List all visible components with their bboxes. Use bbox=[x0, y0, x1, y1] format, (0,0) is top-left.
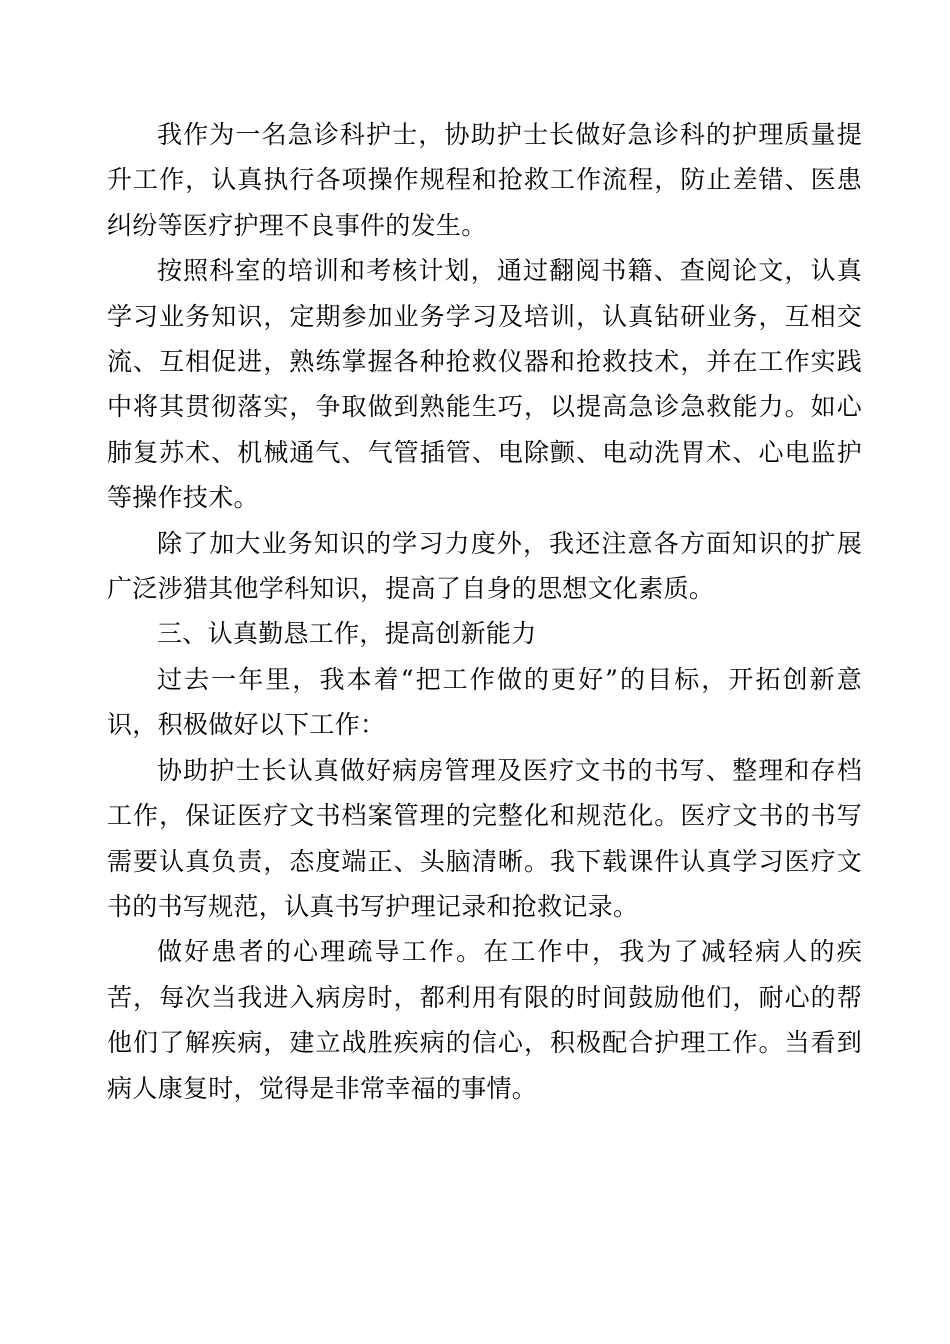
paragraph-psychological-care: 做好患者的心理疏导工作。在工作中，我为了减轻病人的疾苦，每次当我进入病房时，都利用有限的时间鼓励他们，耐心的帮他们了解疾病，建立战胜疾病的信心，积极配合护理工作。当看到病人康复时，觉得是非常幸福的事情。 bbox=[107, 937, 862, 1103]
document-body bbox=[107, 112, 862, 1111]
paragraph-knowledge-expansion: 除了加大业务知识的学习力度外，我还注意各方面知识的扩展广泛涉猎其他学科知识，提高了自身的思想文化素质。 bbox=[107, 528, 862, 604]
paragraph-training-plan: 按照科室的培训和考核计划，通过翻阅书籍、查阅论文，认真学习业务知识，定期参加业务学习及培训，认真钻研业务，互相交流、互相促进，熟练掌握各种抢救仪器和抢救技术，并在工作实践中将其贯彻落实，争取做到熟能生巧，以提高急诊急救能力。如心肺复苏术、机械通气、气管插管、电除颤、电动洗胃术、心电监护等操作技术。 bbox=[107, 256, 862, 513]
paragraph-emergency-nurse-duty: 我作为一名急诊科护士，协助护士长做好急诊科的护理质量提升工作，认真执行各项操作规程和抢救工作流程，防止差错、医患纠纷等医疗护理不良事件的发生。 bbox=[107, 120, 862, 240]
section-heading-diligent-work: 三、认真勤恳工作，提高创新能力 bbox=[157, 619, 537, 649]
paragraph-past-year-goal: 过去一年里，我本着“把工作做的更好”的目标，开拓创新意识，积极做好以下工作： bbox=[107, 664, 862, 740]
paragraph-medical-records: 协助护士长认真做好病房管理及医疗文书的书写、整理和存档工作，保证医疗文书档案管理的完整化和规范化。医疗文书的书写需要认真负责，态度端正、头脑清晰。我下载课件认真学习医疗文书的书写规范，认真书写护理记录和抢救记录。 bbox=[107, 755, 862, 921]
